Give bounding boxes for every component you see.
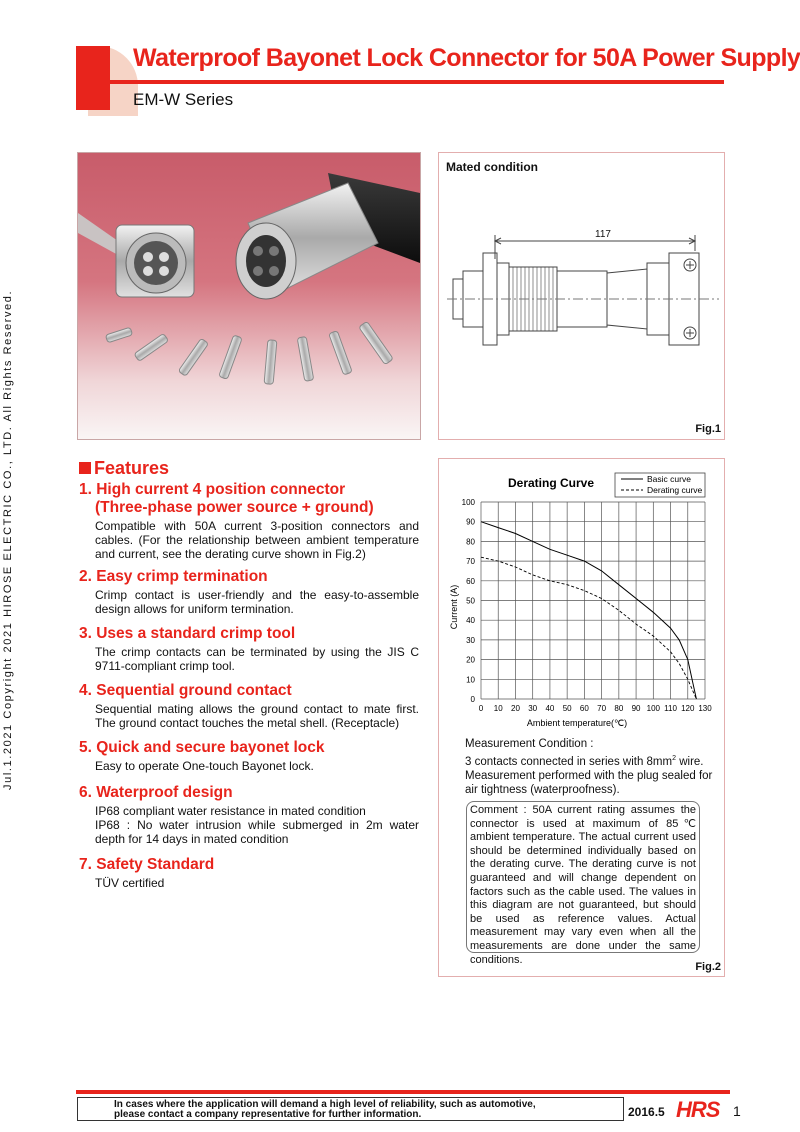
chart-title: Derating Curve [507,476,595,490]
y-tick-labels [462,498,476,704]
feature-1-title: 1. High current 4 position connector [79,481,346,498]
legend-label-derating: Derating curve [647,485,703,495]
feature-4-body: Sequential mating allows the ground contact to mate first. The ground contact touches the metal shell. (Receptacle) [95,702,419,730]
feature-5-body: Easy to operate One-touch Bayonet lock. [95,759,314,773]
footer-rule [76,1090,730,1094]
feature-2-body: Crimp contact is user-friendly and the easy-to-assemble design allows for uniform termination. [95,588,419,616]
y-tick-100: 100 [461,498,475,507]
measurement-line-3: Measurement performed with the plug sealed for air tightness (waterproofness). [465,769,713,797]
x-tick-130: 130 [698,704,712,713]
x-tick-90: 90 [631,704,641,713]
header-accent-block [76,46,110,110]
y-tick-80: 80 [466,537,475,547]
x-tick-70: 70 [597,704,607,713]
series-line-derating [481,557,696,699]
derating-chart [439,459,724,739]
x-tick-80: 80 [614,704,624,713]
y-tick-10: 10 [466,675,475,685]
feature-5-title: 5. Quick and secure bayonet lock [79,739,325,756]
footer-notice [77,1097,624,1121]
fig1-title: Mated condition [446,160,538,174]
x-tick-100: 100 [646,704,660,713]
x-tick-10: 10 [493,704,503,713]
y-tick-20: 20 [466,655,475,665]
fig1-label: Fig.1 [695,423,721,435]
feature-7-body: TÜV certified [95,876,165,890]
y-tick-50: 50 [466,596,475,606]
footer-date: 2016.5 [628,1105,665,1119]
series-name: EM-W Series [133,90,234,109]
measurement-line-2b: wire. [676,755,704,768]
feature-6-body-2: IP68 : No water intrusion while submerged in 2m water depth for 14 days in mated condition [95,818,419,846]
square-bullet-icon [79,462,91,474]
y-tick-70: 70 [466,557,475,567]
feature-2-title: 2. Easy crimp termination [79,568,268,585]
feature-6-title: 6. Waterproof design [79,784,233,801]
y-tick-30: 30 [466,635,475,645]
y-axis-label: Current (A) [449,584,459,630]
feature-1-body: Compatible with 50A current 3-position connectors and cables. (For the relationship between ambient temperature and current, see the derating curve shown in Fig.2) [95,519,419,561]
measurement-sup: 2 [672,754,677,762]
feature-1-title-line2: (Three-phase power source + ground) [95,499,374,516]
measurement-line-2a: 3 contacts connected in series with 8mm [465,755,673,768]
x-tick-60: 60 [579,704,589,713]
hrs-logo: HRS [676,1097,720,1122]
x-tick-labels [479,704,712,713]
fig2-label: Fig.2 [695,961,721,973]
feature-3-title: 3. Uses a standard crimp tool [79,625,296,642]
feature-4-title: 4. Sequential ground contact [79,682,292,699]
series-line-basic [481,522,696,699]
features-heading [79,458,169,479]
footer-notice-line-1: In cases where the application will demand a high level of reliability, such as automotive, [114,1099,536,1110]
x-tick-110: 110 [664,704,677,713]
x-tick-40: 40 [545,704,555,713]
connector-photo-illustration [78,153,420,439]
feature-6-body: IP68 compliant water resistance in mated condition [95,804,366,818]
product-photo [77,152,421,440]
mated-connector-drawing [447,223,719,363]
fig1-box [438,152,725,440]
chart-grid [481,502,705,699]
y-tick-0: 0 [470,695,475,704]
x-tick-120: 120 [681,704,695,713]
feature-3-body: The crimp contacts can be terminated by using the JIS C 9711-compliant crimp tool. [95,645,419,673]
x-tick-30: 30 [528,704,538,713]
x-tick-50: 50 [562,704,572,713]
y-tick-90: 90 [466,517,475,527]
features-heading-text: Features [94,458,170,478]
copyright-text: Jul.1.2021 Copyright 2021 HIROSE ELECTRIC CO., LTD. All Rights Reserved. [2,289,14,790]
x-axis-label: Ambient temperature(℃) [526,718,628,728]
dimension-117: 117 [595,229,611,240]
side-copyright [0,289,22,800]
measurement-condition [465,737,715,798]
comment-box: Comment : 50A current rating assumes the connector is used at maximum of 85℃ ambient temperature. The actual current used should be determined individually based on the derating curve. The derating curve is not guaranteed and will change dependent on factors such as the cable used. The values in this diagram are not guaranteed, but should be used as reference values. Actual measurement may vary even when all the measurements are done under the same conditions. [466,801,700,953]
feature-7-title: 7. Safety Standard [79,856,215,873]
y-tick-60: 60 [466,576,475,586]
x-tick-0: 0 [478,704,484,713]
page-number: 1 [733,1103,741,1119]
header-rule [110,80,724,84]
chart-series [481,522,696,699]
legend-label-basic: Basic curve [647,474,691,484]
measurement-line-2 [465,752,715,769]
y-tick-40: 40 [466,616,475,626]
page-title: Waterproof Bayonet Lock Connector for 50A Power Supply [133,44,800,72]
x-tick-20: 20 [511,704,520,713]
measurement-line-1: Measurement Condition : [465,738,594,750]
footer-notice-line-2: please contact a company representative for further information. [114,1109,422,1120]
